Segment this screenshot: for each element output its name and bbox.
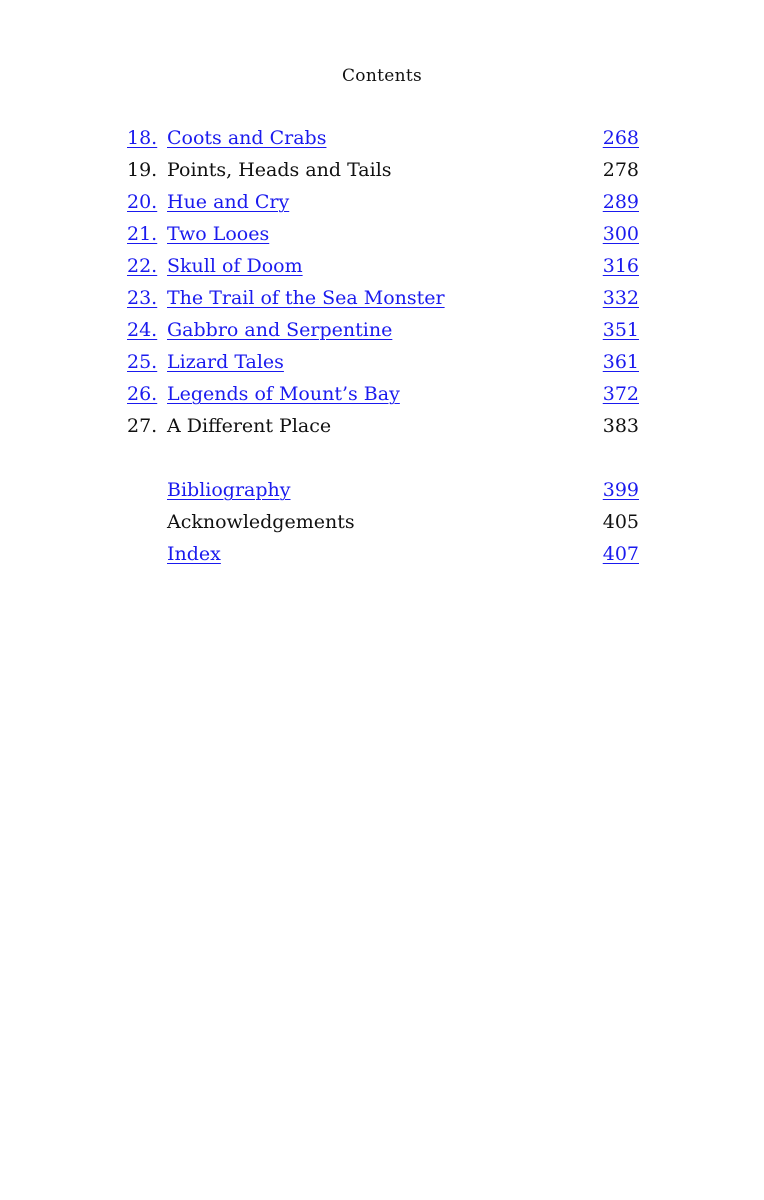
toc-entry-19 xyxy=(127,154,639,186)
table-of-contents xyxy=(127,122,639,570)
back-matter-title: Acknowledgements xyxy=(167,511,355,533)
back-matter-title[interactable]: Index xyxy=(167,543,221,565)
page-number[interactable]: 289 xyxy=(602,191,639,213)
chapter-title[interactable]: Legends of Mount’s Bay xyxy=(167,383,400,405)
chapter-number[interactable]: 24. xyxy=(127,319,158,341)
chapter-number[interactable]: 20. xyxy=(127,191,158,213)
page-number[interactable]: 300 xyxy=(602,223,639,245)
page-number: 405 xyxy=(602,511,639,533)
chapter-title[interactable]: Lizard Tales xyxy=(167,351,284,373)
chapter-number[interactable]: 22. xyxy=(127,255,158,277)
page-number[interactable]: 332 xyxy=(602,287,639,309)
page-number[interactable]: 407 xyxy=(602,543,639,565)
toc-entry-18[interactable] xyxy=(127,122,639,154)
chapter-title[interactable]: Gabbro and Serpentine xyxy=(167,319,393,341)
chapter-number[interactable]: 23. xyxy=(127,287,158,309)
chapter-number: 27. xyxy=(127,415,158,437)
chapter-number[interactable]: 25. xyxy=(127,351,158,373)
chapter-title[interactable]: The Trail of the Sea Monster xyxy=(167,287,445,309)
toc-entry-23[interactable] xyxy=(127,282,639,314)
toc-entry-bibliography[interactable] xyxy=(127,474,639,506)
page-number[interactable]: 361 xyxy=(602,351,639,373)
page-title: Contents xyxy=(342,66,422,86)
page-number[interactable]: 399 xyxy=(602,479,639,501)
chapter-title[interactable]: Two Looes xyxy=(167,223,270,245)
page-number[interactable]: 316 xyxy=(602,255,639,277)
page-number[interactable]: 351 xyxy=(602,319,639,341)
toc-entry-24[interactable] xyxy=(127,314,639,346)
toc-entry-22[interactable] xyxy=(127,250,639,282)
chapter-title: Points, Heads and Tails xyxy=(167,159,392,181)
toc-entry-index[interactable] xyxy=(127,538,639,570)
toc-entry-acknowledgements xyxy=(127,506,639,538)
chapter-title[interactable]: Hue and Cry xyxy=(167,191,290,213)
chapter-title[interactable]: Coots and Crabs xyxy=(167,127,327,149)
chapter-number[interactable]: 21. xyxy=(127,223,158,245)
toc-entry-20[interactable] xyxy=(127,186,639,218)
chapter-number[interactable]: 18. xyxy=(127,127,158,149)
back-matter-title[interactable]: Bibliography xyxy=(167,479,291,501)
page-number[interactable]: 372 xyxy=(602,383,639,405)
section-spacer xyxy=(127,442,639,474)
toc-entry-27 xyxy=(127,410,639,442)
toc-entry-21[interactable] xyxy=(127,218,639,250)
toc-entry-26[interactable] xyxy=(127,378,639,410)
chapter-number: 19. xyxy=(127,159,158,181)
page-number[interactable]: 268 xyxy=(602,127,639,149)
chapter-title: A Different Place xyxy=(167,415,332,437)
page-number: 278 xyxy=(602,159,639,181)
chapter-title[interactable]: Skull of Doom xyxy=(167,255,303,277)
chapter-number[interactable]: 26. xyxy=(127,383,158,405)
toc-entry-25[interactable] xyxy=(127,346,639,378)
page-number: 383 xyxy=(602,415,639,437)
